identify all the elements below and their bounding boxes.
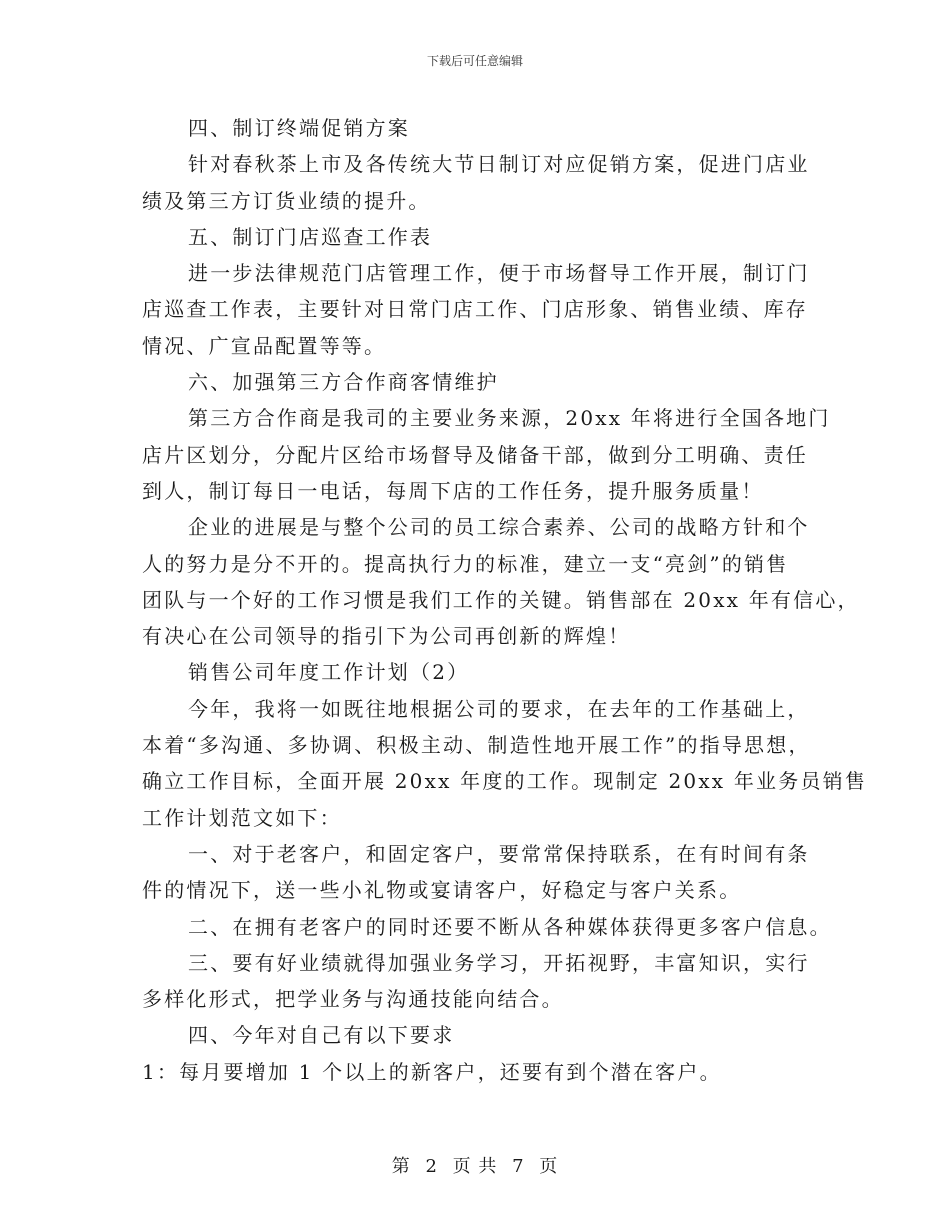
paragraph-line: 店片区划分，分配片区给市场督导及储备干部，做到分工明确、责任 — [142, 442, 808, 467]
section-heading-terminal-promotion: 四、制订终端促销方案 — [188, 116, 410, 140]
paragraph-line: 绩及第三方订货业绩的提升。 — [142, 188, 431, 213]
document-body — [142, 110, 868, 1090]
paragraph-line: 有决心在公司领导的指引下为公司再创新的辉煌！ — [142, 624, 631, 649]
paragraph-line: 情况、广宣品配置等等。 — [142, 333, 387, 358]
paragraph-line: 本着“多沟通、多协调、积极主动、制造性地开展工作”的指导思想， — [142, 733, 811, 758]
list-item-self-requirements: 四、今年对自己有以下要求 — [188, 1023, 455, 1048]
footer-middle: 页 共 — [452, 1156, 498, 1177]
section-heading-third-party-partners: 六、加强第三方合作商客情维护 — [188, 370, 499, 395]
paragraph-line: 企业的进展是与整个公司的员工综合素养、公司的战略方针和个 — [188, 515, 810, 540]
footer-suffix: 页 — [539, 1156, 559, 1177]
document-subtitle: 销售公司年度工作计划（2） — [188, 660, 470, 685]
paragraph-line: 工作计划范文如下： — [142, 805, 342, 830]
paragraph-line: 多样化形式，把学业务与沟通技能向结合。 — [142, 987, 564, 1012]
footer-prefix: 第 — [391, 1156, 411, 1177]
paragraph-line: 今年，我将一如既往地根据公司的要求，在去年的工作基础上， — [188, 696, 810, 721]
sub-item-monthly-new-customers: 1：每月要增加 1 个以上的新客户，还要有到个潜在客户。 — [142, 1059, 722, 1084]
paragraph-line: 进一步法律规范门店管理工作，便于市场督导工作开展，制订门 — [188, 261, 810, 286]
current-page-number: 2 — [425, 1156, 438, 1177]
list-item-new-customer-info: 二、在拥有老客户的同时还要不断从各种媒体获得更多客户信息。 — [188, 914, 832, 939]
paragraph-line: 针对春秋茶上市及各传统大节日制订对应促销方案，促进门店业 — [188, 152, 810, 177]
paragraph-line: 店巡查工作表，主要针对日常门店工作、门店形象、销售业绩、库存 — [142, 297, 808, 322]
page-header: 下载后可任意编辑 — [426, 54, 523, 68]
paragraph-line: 到人，制订每日一电话，每周下店的工作任务，提升服务质量！ — [142, 478, 764, 503]
total-page-count: 7 — [512, 1156, 525, 1177]
paragraph-line: 第三方合作商是我司的主要业务来源，20xx 年将进行全国各地门 — [188, 406, 831, 431]
page-footer — [0, 1155, 950, 1179]
paragraph-line: 确立工作目标，全面开展 20xx 年度的工作。现制定 20xx 年业务员销售 — [142, 769, 868, 794]
paragraph-line: 件的情况下，送一些小礼物或宴请客户，好稳定与客户关系。 — [142, 878, 742, 903]
section-heading-store-inspection: 五、制订门店巡查工作表 — [188, 224, 433, 249]
paragraph-line: 团队与一个好的工作习惯是我们工作的关键。销售部在 20xx 年有信心， — [142, 587, 860, 612]
list-item-old-customers: 一、对于老客户，和固定客户，要常常保持联系，在有时间有条 — [188, 841, 810, 866]
list-item-business-learning: 三、要有好业绩就得加强业务学习，开拓视野，丰富知识，实行 — [188, 950, 810, 975]
paragraph-line: 人的努力是分不开的。提高执行力的标准，建立一支“亮剑”的销售 — [142, 551, 789, 576]
